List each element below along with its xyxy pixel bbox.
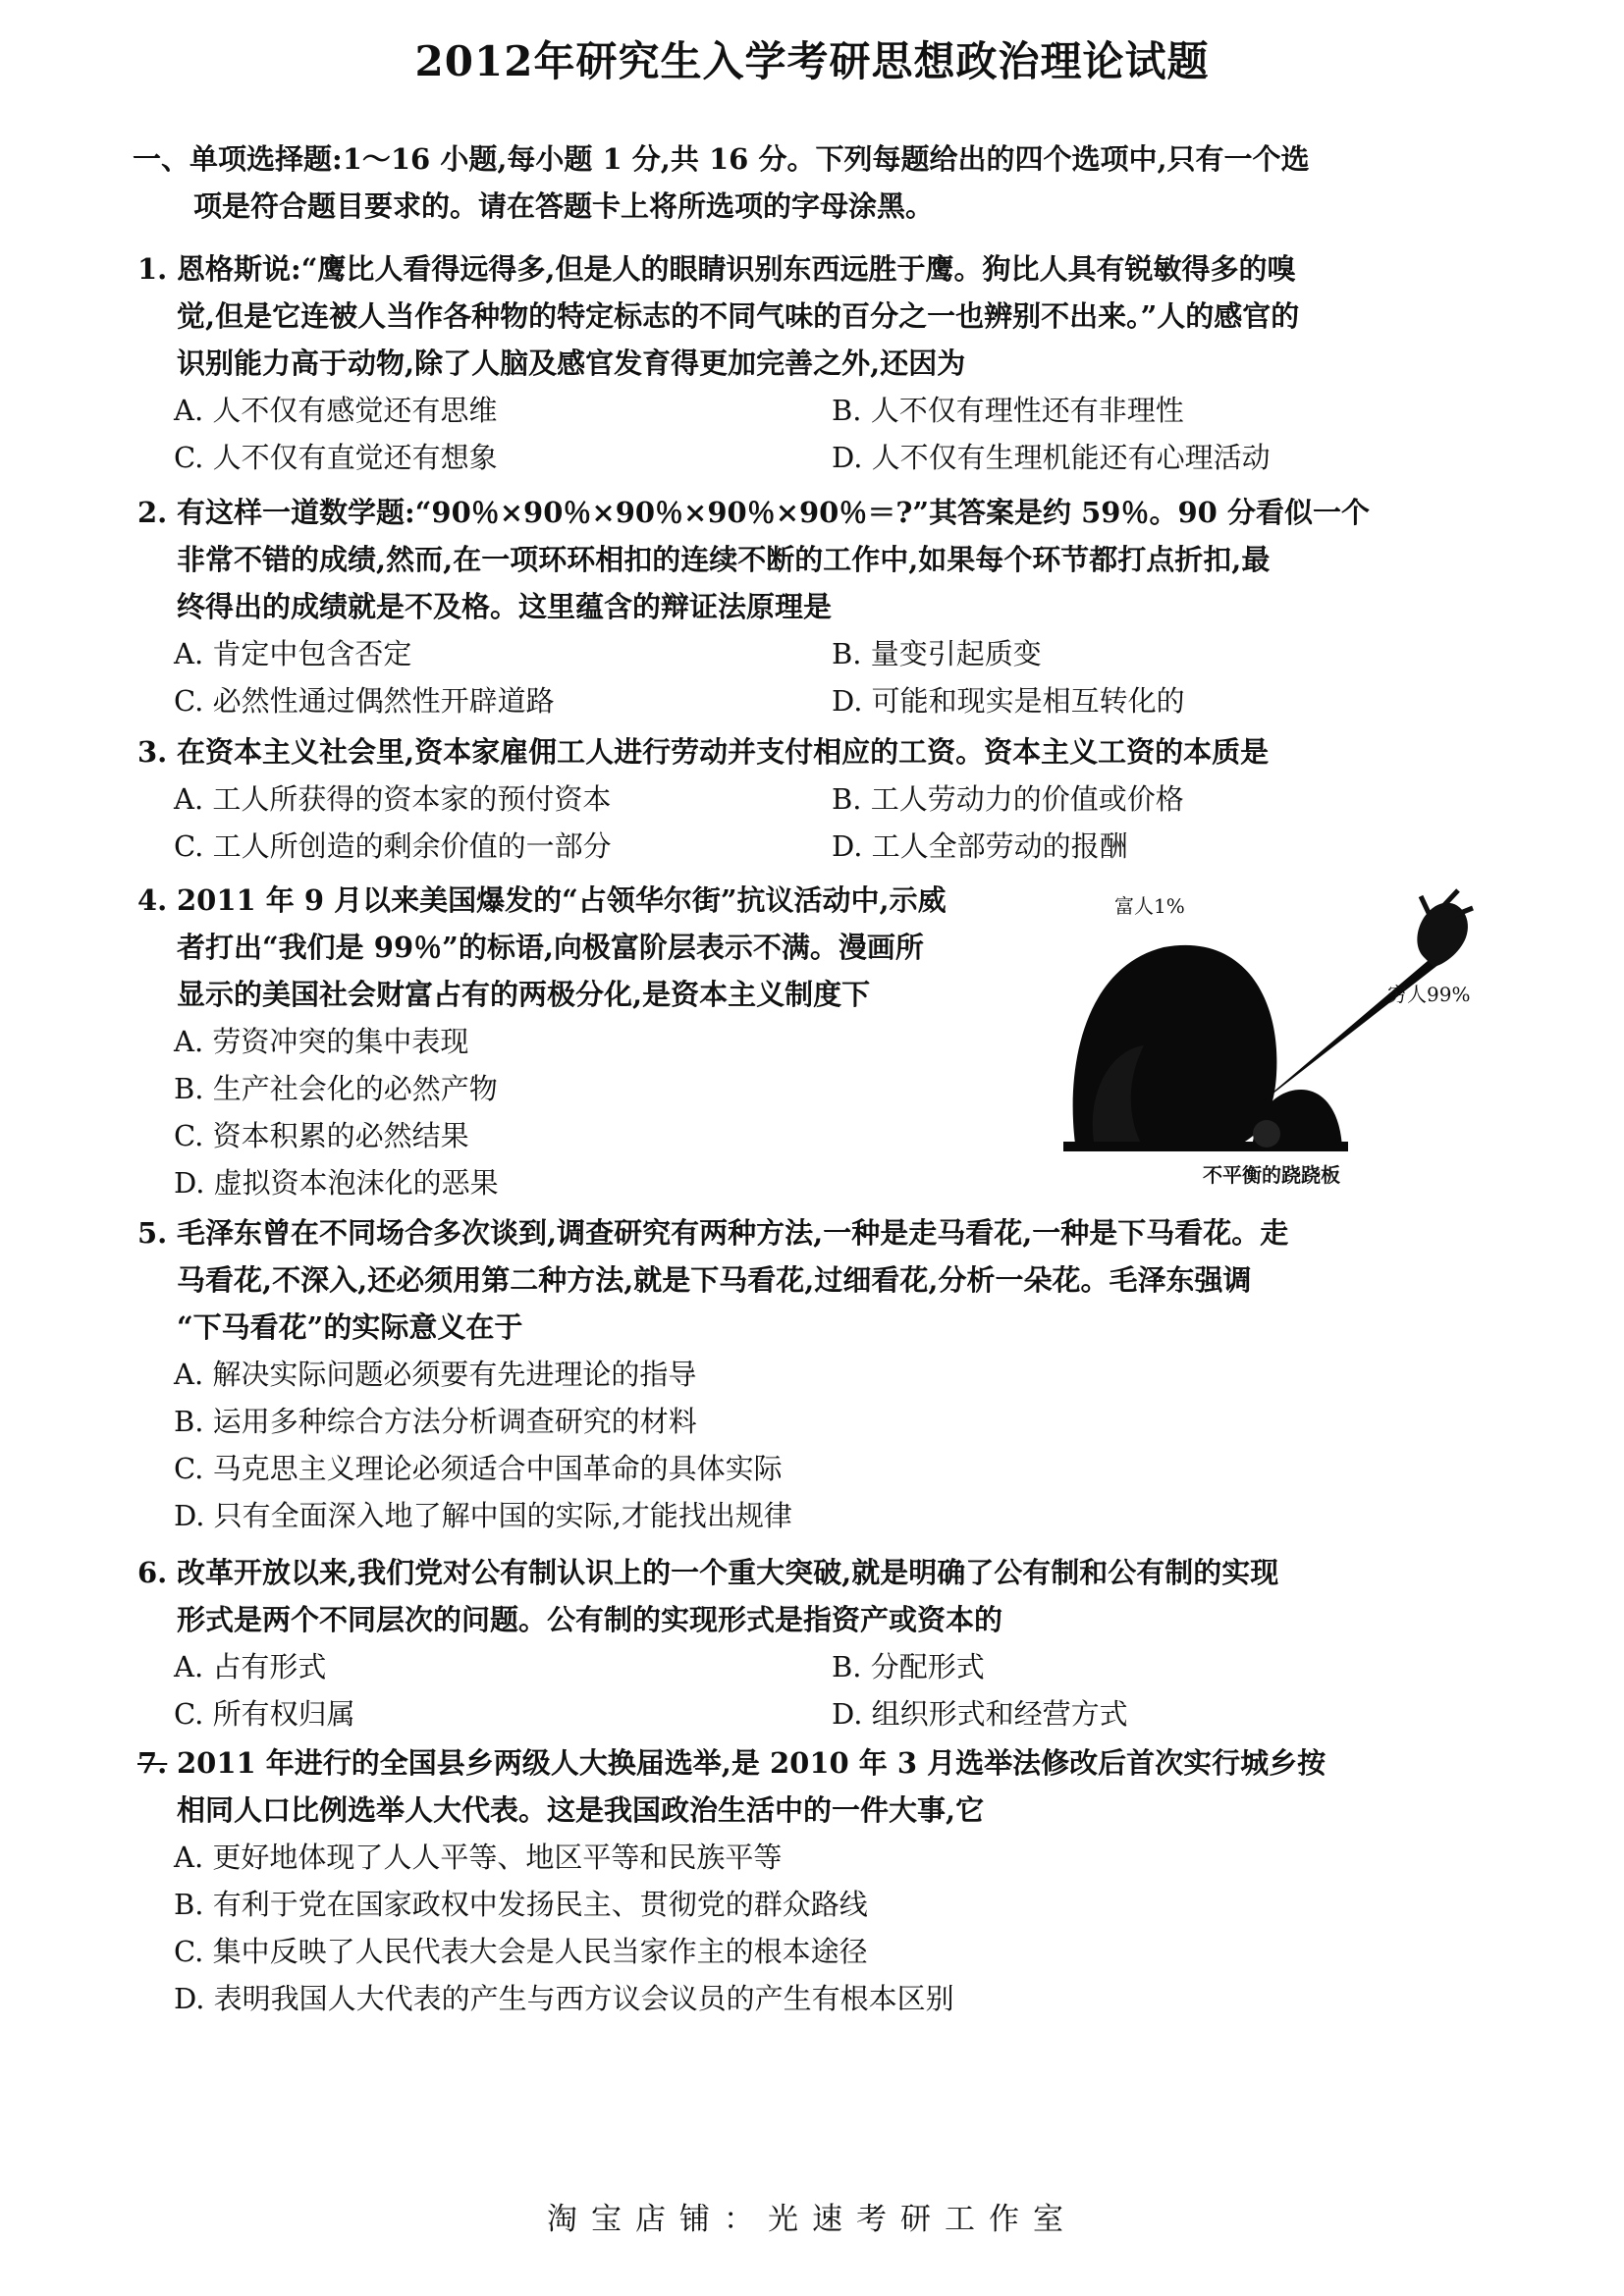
option-a: A. 劳资冲突的集中表现	[174, 1025, 469, 1058]
option-c: C. 人不仅有直觉还有想象	[174, 441, 498, 474]
question-options	[137, 775, 1492, 870]
question-number: 5.	[137, 1216, 168, 1250]
option-b: B. 运用多种综合方法分析调查研究的材料	[174, 1405, 697, 1438]
option-c: C. 马克思主义理论必须适合中国革命的具体实际	[174, 1452, 783, 1485]
question-options	[137, 387, 1492, 481]
option-a: A. 人不仅有感觉还有思维	[174, 394, 498, 427]
question-1	[137, 245, 1492, 481]
question-5	[137, 1209, 1492, 1539]
option-a: A. 解决实际问题必须要有先进理论的指导	[174, 1358, 697, 1391]
option-b: B. 分配形式	[832, 1650, 985, 1683]
option-a: A. 占有形式	[174, 1650, 327, 1683]
option-c: C. 资本积累的必然结果	[174, 1119, 469, 1152]
question-number: 3.	[137, 735, 168, 769]
label-rich: 富人1%	[1114, 894, 1185, 918]
question-options	[137, 1834, 1492, 2022]
label-poor: 穷人99%	[1387, 983, 1471, 1006]
option-d: D. 只有全面深入地了解中国的实际,才能找出规律	[174, 1499, 792, 1532]
option-d: D. 表明我国人大代表的产生与西方议会议员的产生有根本区别	[174, 1982, 954, 2015]
question-stem: 5. 毛泽东曾在不同场合多次谈到,调查研究有两种方法,一种是走马看花,一种是下马看花。走 马看花,不深入,还必须用第二种方法,就是下马看花,过细看花,分析一朵花。毛泽东强调 “下马看花”的实际意义在于	[137, 1209, 1492, 1351]
instructions-line-2: 项是符合题目要求的。请在答题卡上将所选项的字母涂黑。	[193, 189, 935, 223]
option-a: A. 更好地体现了人人平等、地区平等和民族平等	[174, 1841, 783, 1874]
option-a: A. 工人所获得的资本家的预付资本	[174, 782, 612, 816]
option-d: D. 人不仅有生理机能还有心理活动	[832, 441, 1271, 474]
option-a: A. 肯定中包含否定	[174, 637, 412, 670]
option-c: C. 集中反映了人民代表大会是人民当家作主的根本途径	[174, 1935, 868, 1968]
option-b: B. 有利于党在国家政权中发扬民主、贯彻党的群众路线	[174, 1888, 868, 1921]
seesaw-illustration	[1056, 888, 1488, 1183]
instructions-line-1: 一、单项选择题:1～16 小题,每小题 1 分,共 16 分。下列每题给出的四个选项中,只有一个选	[133, 142, 1310, 176]
option-b: B. 生产社会化的必然产物	[174, 1072, 498, 1105]
question-stem: 2. 有这样一道数学题:“90％×90％×90％×90％×90％＝?”其答案是约 59％。90 分看似一个 非常不错的成绩,然而,在一项环环相扣的连续不断的工作中,如果每个环节都打点折扣,最 终得出的成绩就是不及格。这里蕴含的辩证法原理是	[137, 489, 1492, 630]
section-instructions	[133, 135, 1488, 230]
option-b: B. 人不仅有理性还有非理性	[832, 394, 1184, 427]
question-number: 7.	[137, 1746, 168, 1780]
question-options	[137, 1018, 1041, 1206]
question-stem: 7. 2011 年进行的全国县乡两级人大换届选举,是 2010 年 3 月选举法修改后首次实行城乡按 相同人口比例选举人大代表。这是我国政治生活中的一件大事,它	[137, 1739, 1492, 1834]
question-4	[137, 877, 1041, 1206]
question-options	[137, 630, 1492, 724]
seesaw-cartoon	[1056, 888, 1488, 1187]
option-c: C. 所有权归属	[174, 1697, 355, 1731]
question-stem: 4. 2011 年 9 月以来美国爆发的“占领华尔街”抗议活动中,示威 者打出“我们是 99％”的标语,向极富阶层表示不满。漫画所 显示的美国社会财富占有的两极分化,是资本主义制度下	[137, 877, 1041, 1018]
question-options	[137, 1351, 1492, 1539]
question-3	[137, 728, 1492, 870]
option-c: C. 工人所创造的剩余价值的一部分	[174, 829, 612, 863]
question-options	[137, 1643, 1492, 1737]
footer-shop-name: 淘宝店铺：光速考研工作室	[547, 2202, 1077, 2237]
cartoon-caption: 不平衡的跷跷板	[1203, 1163, 1340, 1187]
option-d: D. 虚拟资本泡沫化的恶果	[174, 1166, 499, 1200]
option-b: B. 量变引起质变	[832, 637, 1042, 670]
question-number: 4.	[137, 883, 168, 917]
option-d: D. 组织形式和经营方式	[832, 1697, 1128, 1731]
question-6	[137, 1549, 1492, 1737]
question-number: 6.	[137, 1556, 168, 1589]
question-2	[137, 489, 1492, 724]
question-number: 2.	[137, 496, 168, 529]
option-c: C. 必然性通过偶然性开辟道路	[174, 684, 555, 718]
question-stem: 3. 在资本主义社会里,资本家雇佣工人进行劳动并支付相应的工资。资本主义工资的本质是	[137, 728, 1492, 775]
option-d: D. 工人全部劳动的报酬	[832, 829, 1128, 863]
question-number: 1.	[137, 252, 168, 286]
option-d: D. 可能和现实是相互转化的	[832, 684, 1185, 718]
page-title: 2012年研究生入学考研思想政治理论试题	[414, 37, 1210, 85]
option-b: B. 工人劳动力的价值或价格	[832, 782, 1184, 816]
question-stem: 6. 改革开放以来,我们党对公有制认识上的一个重大突破,就是明确了公有制和公有制的实现 形式是两个不同层次的问题。公有制的实现形式是指资产或资本的	[137, 1549, 1492, 1643]
question-7	[137, 1739, 1492, 2022]
question-stem: 1. 恩格斯说:“鹰比人看得远得多,但是人的眼睛识别东西远胜于鹰。狗比人具有锐敏得多的嗅 觉,但是它连被人当作各种物的特定标志的不同气味的百分之一也辨别不出来。”人的感官的 识别能力高于动物,除了人脑及感官发育得更加完善之外,还因为	[137, 245, 1492, 387]
